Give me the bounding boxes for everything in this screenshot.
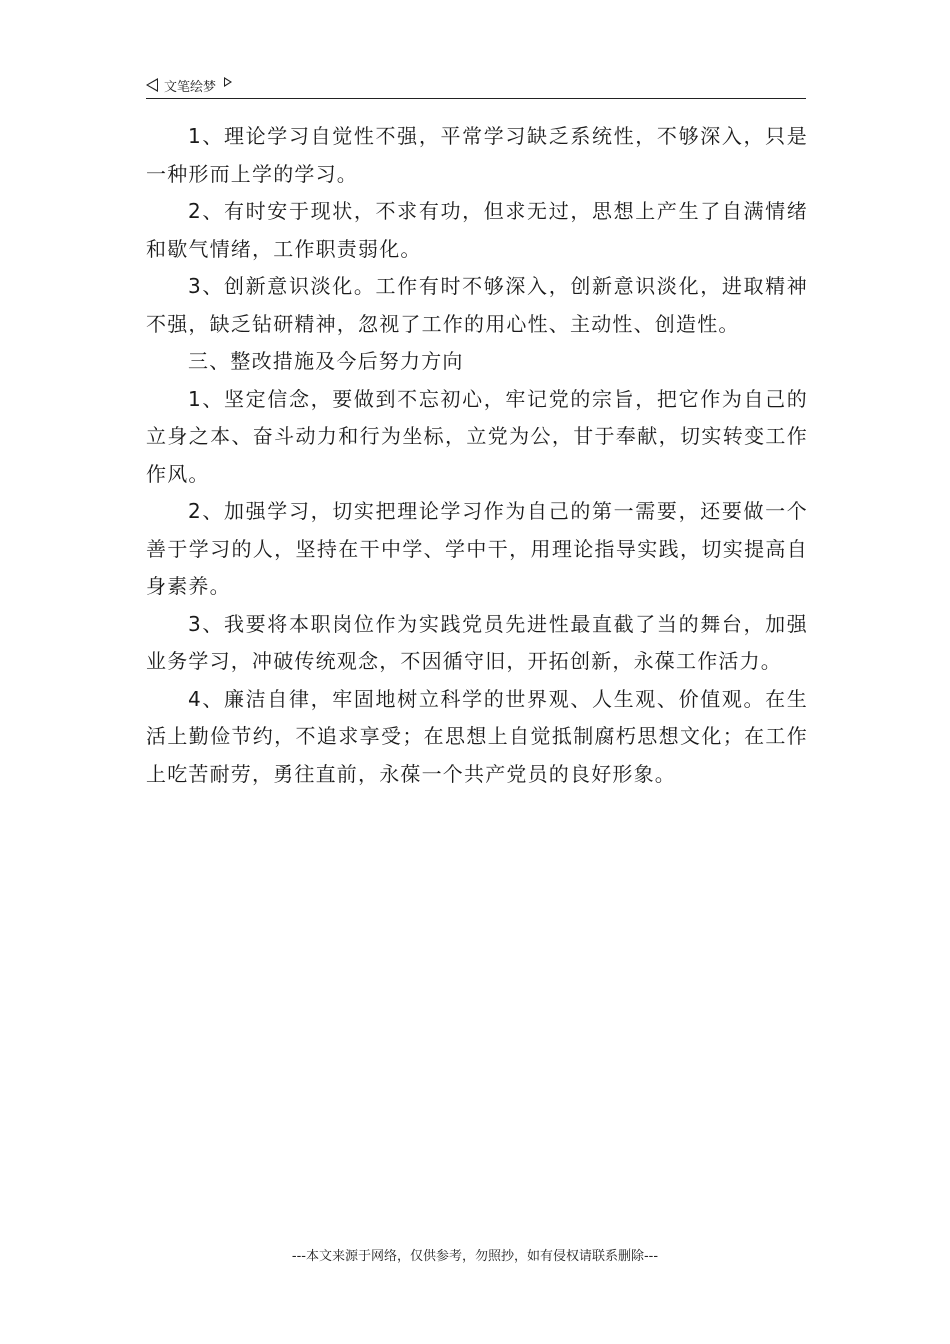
section-heading: 三、整改措施及今后努力方向: [188, 349, 464, 373]
paragraph: 3、我要将本职岗位作为实践党员先进性最直截了当的舞台，加强业务学习，冲破传统观念，不因循守旧，开拓创新，永葆工作活力。: [146, 611, 808, 673]
paragraph: 4、廉洁自律，牢固地树立科学的世界观、人生观、价值观。在生活上勤俭节约，不追求享受；在思想上自觉抵制腐朽思想文化；在工作上吃苦耐劳，勇往直前，永葆一个共产党员的良好形象。: [146, 686, 808, 786]
left-triangle-icon: [146, 78, 158, 92]
page-header: [146, 72, 806, 99]
paragraph: 3、创新意识淡化。工作有时不够深入，创新意识淡化，进取精神不强，缺乏钻研精神，忽视了工作的用心性、主动性、创造性。: [146, 274, 808, 336]
header-title: 文笔绘梦: [164, 79, 217, 95]
paragraph: 2、加强学习，切实把理论学习作为自己的第一需要，还要做一个善于学习的人，坚持在干中学、学中干，用理论指导实践，切实提高自身素养。: [146, 499, 808, 598]
right-triangle-icon: [224, 77, 232, 87]
paragraph: 1、坚定信念，要做到不忘初心，牢记党的宗旨，把它作为自己的立身之本、奋斗动力和行为坐标，立党为公，甘于奉献，切实转变工作作风。: [146, 386, 808, 486]
page-footer: ---本文来源于网络，仅供参考，勿照抄，如有侵权请联系删除---: [291, 1249, 659, 1264]
paragraph: 2、有时安于现状，不求有功，但求无过，思想上产生了自满情绪和歇气情绪，工作职责弱化。: [146, 199, 808, 261]
paragraph: 1、理论学习自觉性不强，平常学习缺乏系统性，不够深入，只是一种形而上学的学习。: [146, 124, 808, 186]
document-body: [146, 118, 808, 793]
